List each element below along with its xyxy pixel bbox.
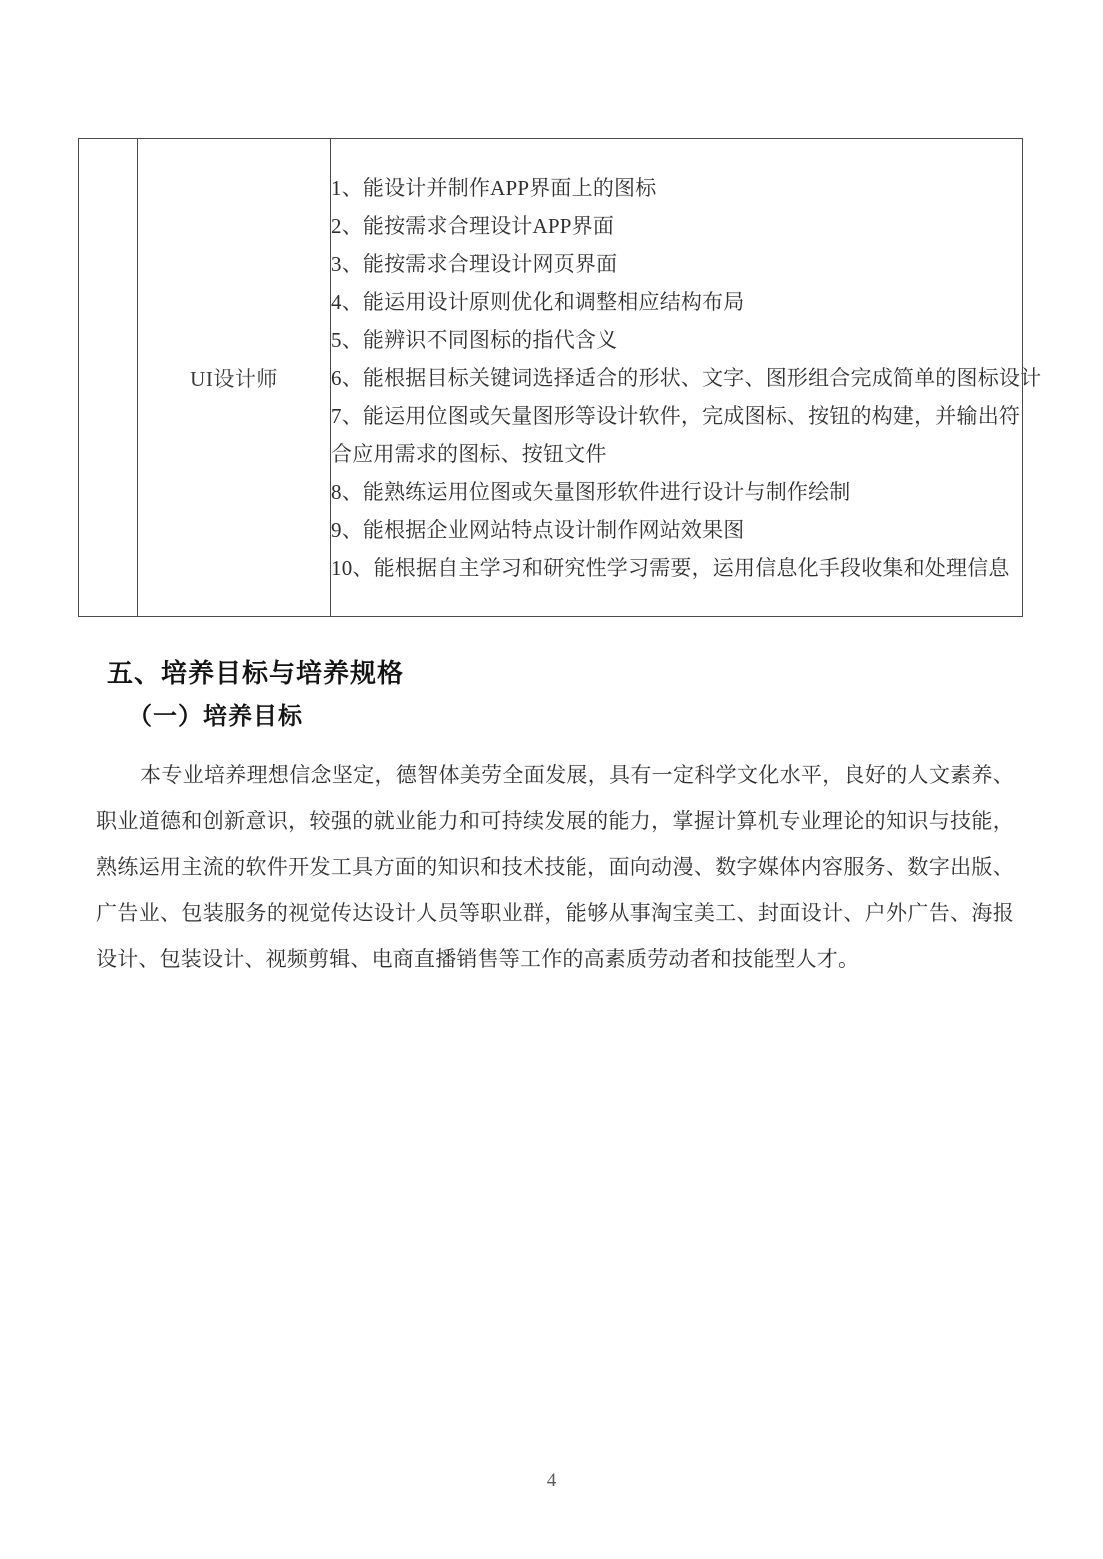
list-item: 5、能辨识不同图标的指代含义 bbox=[331, 327, 618, 352]
section-heading: 五、培养目标与培养规格 bbox=[107, 658, 405, 688]
training-objective-paragraph: 本专业培养理想信念坚定，德智体美劳全面发展，具有一定科学文化水平，良好的人文素养、职业道德和创新意识，较强的就业能力和可持续发展的能力，掌握计算机专业理论的知识与技能，熟练运用主流的软件开发工具方面的知识和技术技能，面向动漫、数字媒体内容服务、数字出版、广告业、包装服务的视觉传达设计人员等职业群，能够从事淘宝美工、封面设计、户外广告、海报设计、包装设计、视频剪辑、电商直播销售等工作的高素质劳动者和技能型人才。 bbox=[96, 763, 1014, 971]
list-item: 9、能根据企业网站特点设计制作网站效果图 bbox=[331, 517, 745, 542]
table-cell-role: UI设计师 bbox=[138, 139, 331, 617]
table-cell-index bbox=[79, 139, 138, 617]
list-item: 2、能按需求合理设计APP界面 bbox=[331, 213, 615, 238]
skill-requirements-table bbox=[78, 138, 1042, 617]
subsection-heading: （一）培养目标 bbox=[128, 703, 303, 730]
list-item: 1、能设计并制作APP界面上的图标 bbox=[331, 175, 657, 200]
list-item: 7、能运用位图或矢量图形等设计软件，完成图标、按钮的构建，并输出符合应用需求的图标、按钮文件 bbox=[331, 403, 1021, 466]
list-item: 6、能根据目标关键词选择适合的形状、文字、图形组合完成简单的图标设计 bbox=[331, 365, 1042, 390]
table-cell-items bbox=[331, 139, 1042, 617]
list-item: 8、能熟练运用位图或矢量图形软件进行设计与制作绘制 bbox=[331, 479, 851, 504]
list-item: 3、能按需求合理设计网页界面 bbox=[331, 251, 618, 276]
table-row bbox=[79, 139, 1023, 617]
page-number: 4 bbox=[546, 1470, 557, 1491]
list-item: 4、能运用设计原则优化和调整相应结构布局 bbox=[331, 289, 745, 314]
list-item: 10、能根据自主学习和研究性学习需要，运用信息化手段收集和处理信息 bbox=[331, 555, 1010, 580]
